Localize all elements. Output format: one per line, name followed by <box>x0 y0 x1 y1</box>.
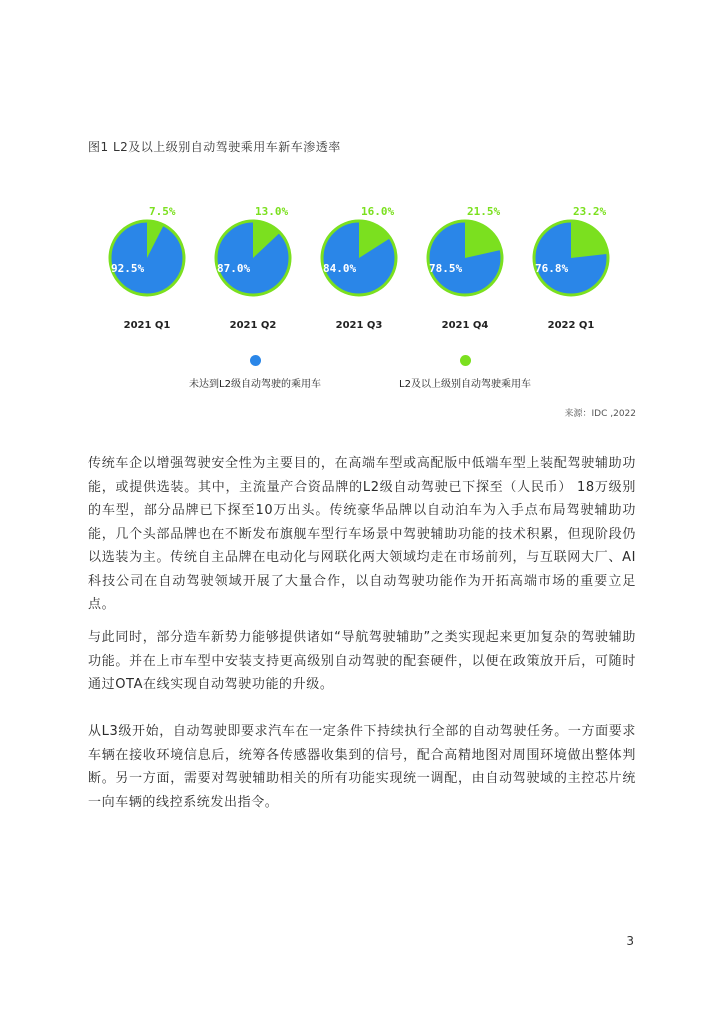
category-label: 2021 Q4 <box>441 320 489 331</box>
legend-item-below-l2 <box>180 355 330 390</box>
data-label-below-l2: 76.8% <box>535 262 569 275</box>
data-label-l2-plus: 13.0% <box>255 205 289 218</box>
data-label-below-l2: 78.5% <box>429 262 463 275</box>
category-label: 2022 Q1 <box>547 320 595 331</box>
data-label-l2-plus: 7.5% <box>149 205 176 218</box>
pie-chart <box>426 200 516 340</box>
paragraph-3: 从L3级开始，自动驾驶即要求汽车在一定条件下持续执行全部的自动驾驶任务。一方面要求车辆在接收环境信息后，统筹各传感器收集到的信号，配合高精地图对周围环境做出整体判断。另一方面，需要对驾驶辅助相关的所有功能实现统一调配，由自动驾驶域的主控芯片统一向车辆的线控系统发出指令。 <box>88 724 636 810</box>
data-label-below-l2: 87.0% <box>217 262 251 275</box>
category-label: 2021 Q1 <box>123 320 171 331</box>
category-label: 2021 Q3 <box>335 320 383 331</box>
page-number: 3 <box>626 934 634 948</box>
legend-item-l2-plus <box>380 355 550 390</box>
data-label-l2-plus: 21.5% <box>467 205 501 218</box>
data-label-below-l2: 92.5% <box>111 262 145 275</box>
pie-chart-row <box>88 200 636 340</box>
figure-source: 来源：IDC ,2022 <box>564 409 636 419</box>
paragraph-2: 与此同时，部分造车新势力能够提供诸如“导航驾驶辅助”之类实现起来更加复杂的驾驶辅助功能。并在上市车型中安装支持更高级别自动驾驶的配套硬件，以便在政策放开后，可随时通过OTA在线实现自动驾驶功能的升级。 <box>88 630 636 692</box>
legend-dot-green <box>460 355 471 366</box>
pie-chart <box>108 200 198 340</box>
figure-title: 图1 L2及以上级别自动驾驶乘用车新车渗透率 <box>88 140 341 154</box>
pie-chart <box>320 200 410 340</box>
data-label-l2-plus: 23.2% <box>573 205 607 218</box>
legend-label-l2-plus: L2及以上级别自动驾驶乘用车 <box>399 379 531 390</box>
data-label-below-l2: 84.0% <box>323 262 357 275</box>
paragraph-1: 传统车企以增强驾驶安全性为主要目的，在高端车型或高配版中低端车型上装配驾驶辅助功能，或提供选装。其中，主流量产合资品牌的L2级自动驾驶已下探至（人民币） 18万级别的车型，部分品牌已下探至10万出头。传统豪华品牌以自动泊车为入手点布局驾驶辅助功能，几个头部品牌也在不断发布旗舰车型行车场景中驾驶辅助功能的技术积累，但现阶段仍以选装为主。传统自主品牌在电动化与网联化两大领域均走在市场前列，与互联网大厂、AI科技公司在自动驾驶领域开展了大量合作，以自动驾驶功能作为开拓高端市场的重要立足点。 <box>88 456 636 612</box>
legend-dot-blue <box>250 355 261 366</box>
category-label: 2021 Q2 <box>229 320 277 331</box>
pie-chart <box>214 200 304 340</box>
data-label-l2-plus: 16.0% <box>361 205 395 218</box>
pie-chart <box>532 200 622 340</box>
legend-label-below-l2: 未达到L2级自动驾驶的乘用车 <box>189 379 321 390</box>
